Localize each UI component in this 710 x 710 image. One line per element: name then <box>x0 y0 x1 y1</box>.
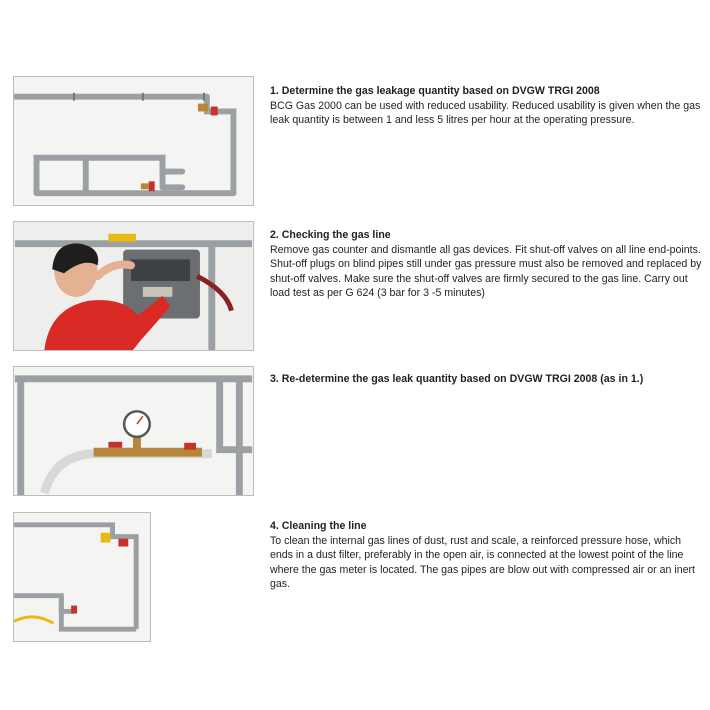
technician-checking-line-photo <box>13 221 254 351</box>
pipe-installation-illustration <box>14 77 253 205</box>
step-4 <box>270 519 702 592</box>
pressure-gauge-test-illustration <box>14 367 253 495</box>
step-4-title: 4. Cleaning the line <box>270 520 367 532</box>
step-2 <box>270 228 702 301</box>
technician-checking-line-illustration <box>14 222 253 350</box>
step-1-text: BCG Gas 2000 can be used with reduced usability. Reduced usability is given when the gas leak quantity is between 1 and less 5 litres per hour at the operating pressure. <box>270 99 701 127</box>
pressure-gauge-test-photo <box>13 366 254 496</box>
step-1 <box>270 84 702 128</box>
pipe-cleaning-illustration <box>14 513 150 641</box>
pipe-cleaning-photo <box>13 512 151 642</box>
step-2-text: Remove gas counter and dismantle all gas devices. Fit shut-off valves on all line end-points. Shut-off plugs on blind pipes still under gas pressure must also be removed and replaced by shut-off valves. Make sure the shut-off valves are firmly secured to the gas line. Carry out load test as per G 624 (3 bar for 3 -5 minutes) <box>270 243 702 300</box>
step-2-title: 2. Checking the gas line <box>270 229 391 241</box>
step-4-text: To clean the internal gas lines of dust, rust and scale, a reinforced pressure hose, which ends in a dust filter, preferably in the open air, is connected at the lowest point of the line where the gas meter is located. The gas pipes are blow out with compressed air or an inert gas. <box>270 534 695 591</box>
step-3 <box>270 372 702 387</box>
step-3-title: 3. Re-determine the gas leak quantity based on DVGW TRGI 2008 (as in 1.) <box>270 373 644 385</box>
pipe-installation-photo <box>13 76 254 206</box>
step-1-title: 1. Determine the gas leakage quantity based on DVGW TRGI 2008 <box>270 85 600 97</box>
